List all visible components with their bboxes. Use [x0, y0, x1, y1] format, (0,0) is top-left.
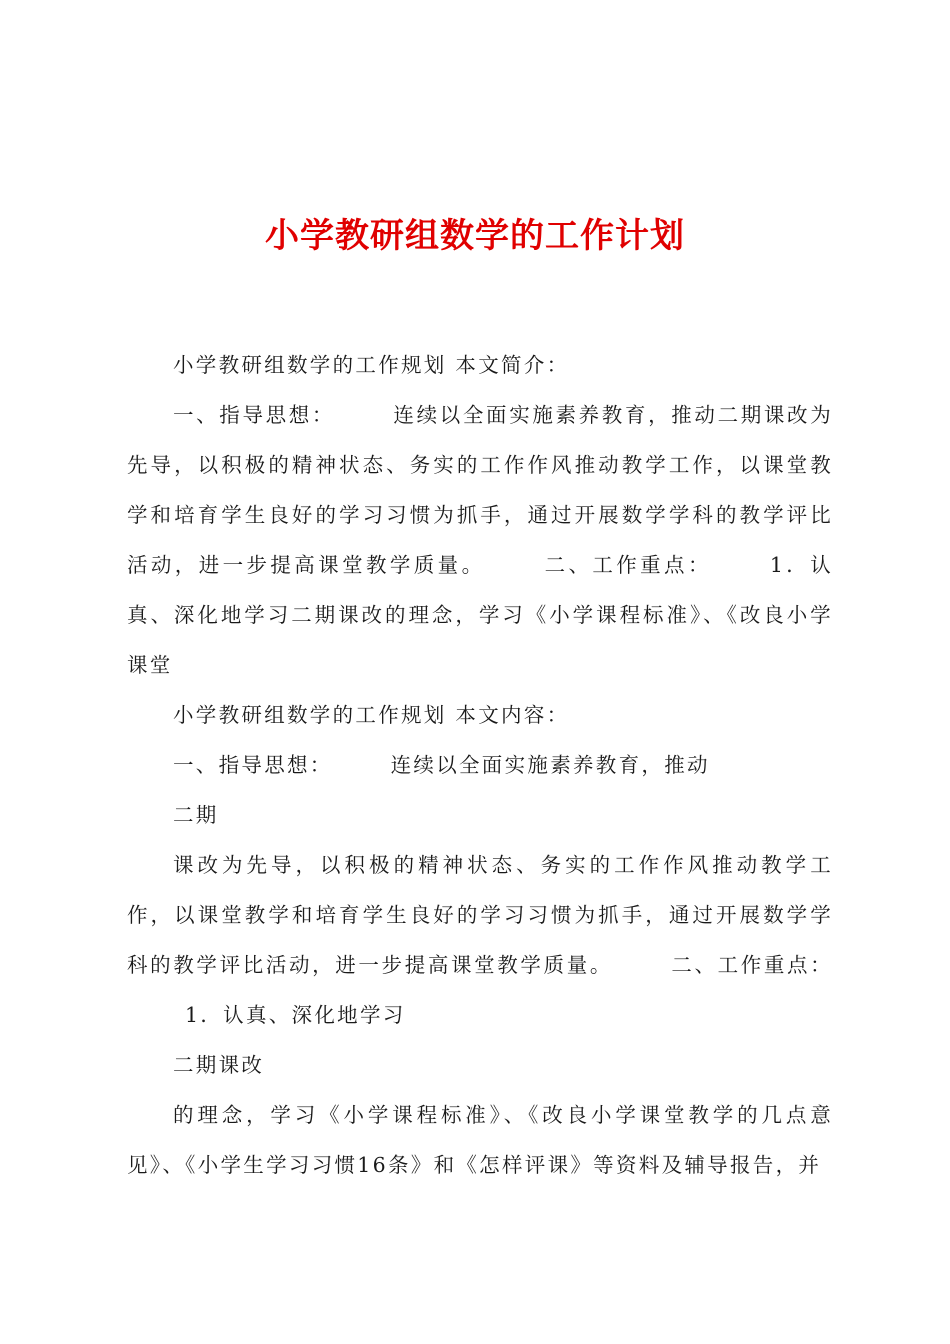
summary-label-focus: 二、工作重点： [543, 553, 712, 577]
summary-label-guiding: 一、指导思想： [173, 403, 336, 427]
content-line-guiding [127, 740, 833, 790]
summary-focus-text: 1．认真、深化地学习二期课改的理念，学习《小学课程标准》、《改良小学课堂 [127, 553, 833, 677]
summary-paragraph [127, 390, 833, 690]
content-paragraph-2 [127, 840, 833, 1040]
content-p2-text: 课改为先导，以积极的精神状态、务实的工作作风推动教学工作，以课堂教学和培育学生良好的学习习惯为抓手，通过开展数学学科的教学评比活动，进一步提高课堂教学质量。 [127, 853, 833, 977]
summary-heading: 小学教研组数学的工作规划 本文简介： [173, 353, 570, 377]
content-fragment-1: 二期 [173, 803, 219, 827]
content-focus-text: 1．认真、深化地学习 [185, 1003, 406, 1027]
content-paragraph-3: 的理念，学习《小学课程标准》、《改良小学课堂教学的几点意见》、《小学生学习习惯16条》和《怎样评课》等资料及辅导报告，并 [127, 1103, 833, 1177]
summary-guiding-text: 连续以全面实施素养教育，推动二期课改为先导，以积极的精神状态、务实的工作作风推动教学工作，以课堂教学和培育学生良好的学习习惯为抓手，通过开展数学学科的教学评比活动，进一步提高课堂教学质量。 [127, 403, 833, 577]
content-heading: 小学教研组数学的工作规划 本文内容： [173, 703, 570, 727]
document-body [127, 340, 833, 1190]
content-label-guiding: 一、指导思想： [173, 753, 333, 777]
content-label-focus: 二、工作重点： [670, 953, 833, 977]
content-guiding-text: 连续以全面实施素养教育，推动 [390, 753, 710, 777]
document-title: 小学教研组数学的工作计划 [265, 216, 685, 256]
content-fragment-2: 二期课改 [173, 1053, 265, 1077]
